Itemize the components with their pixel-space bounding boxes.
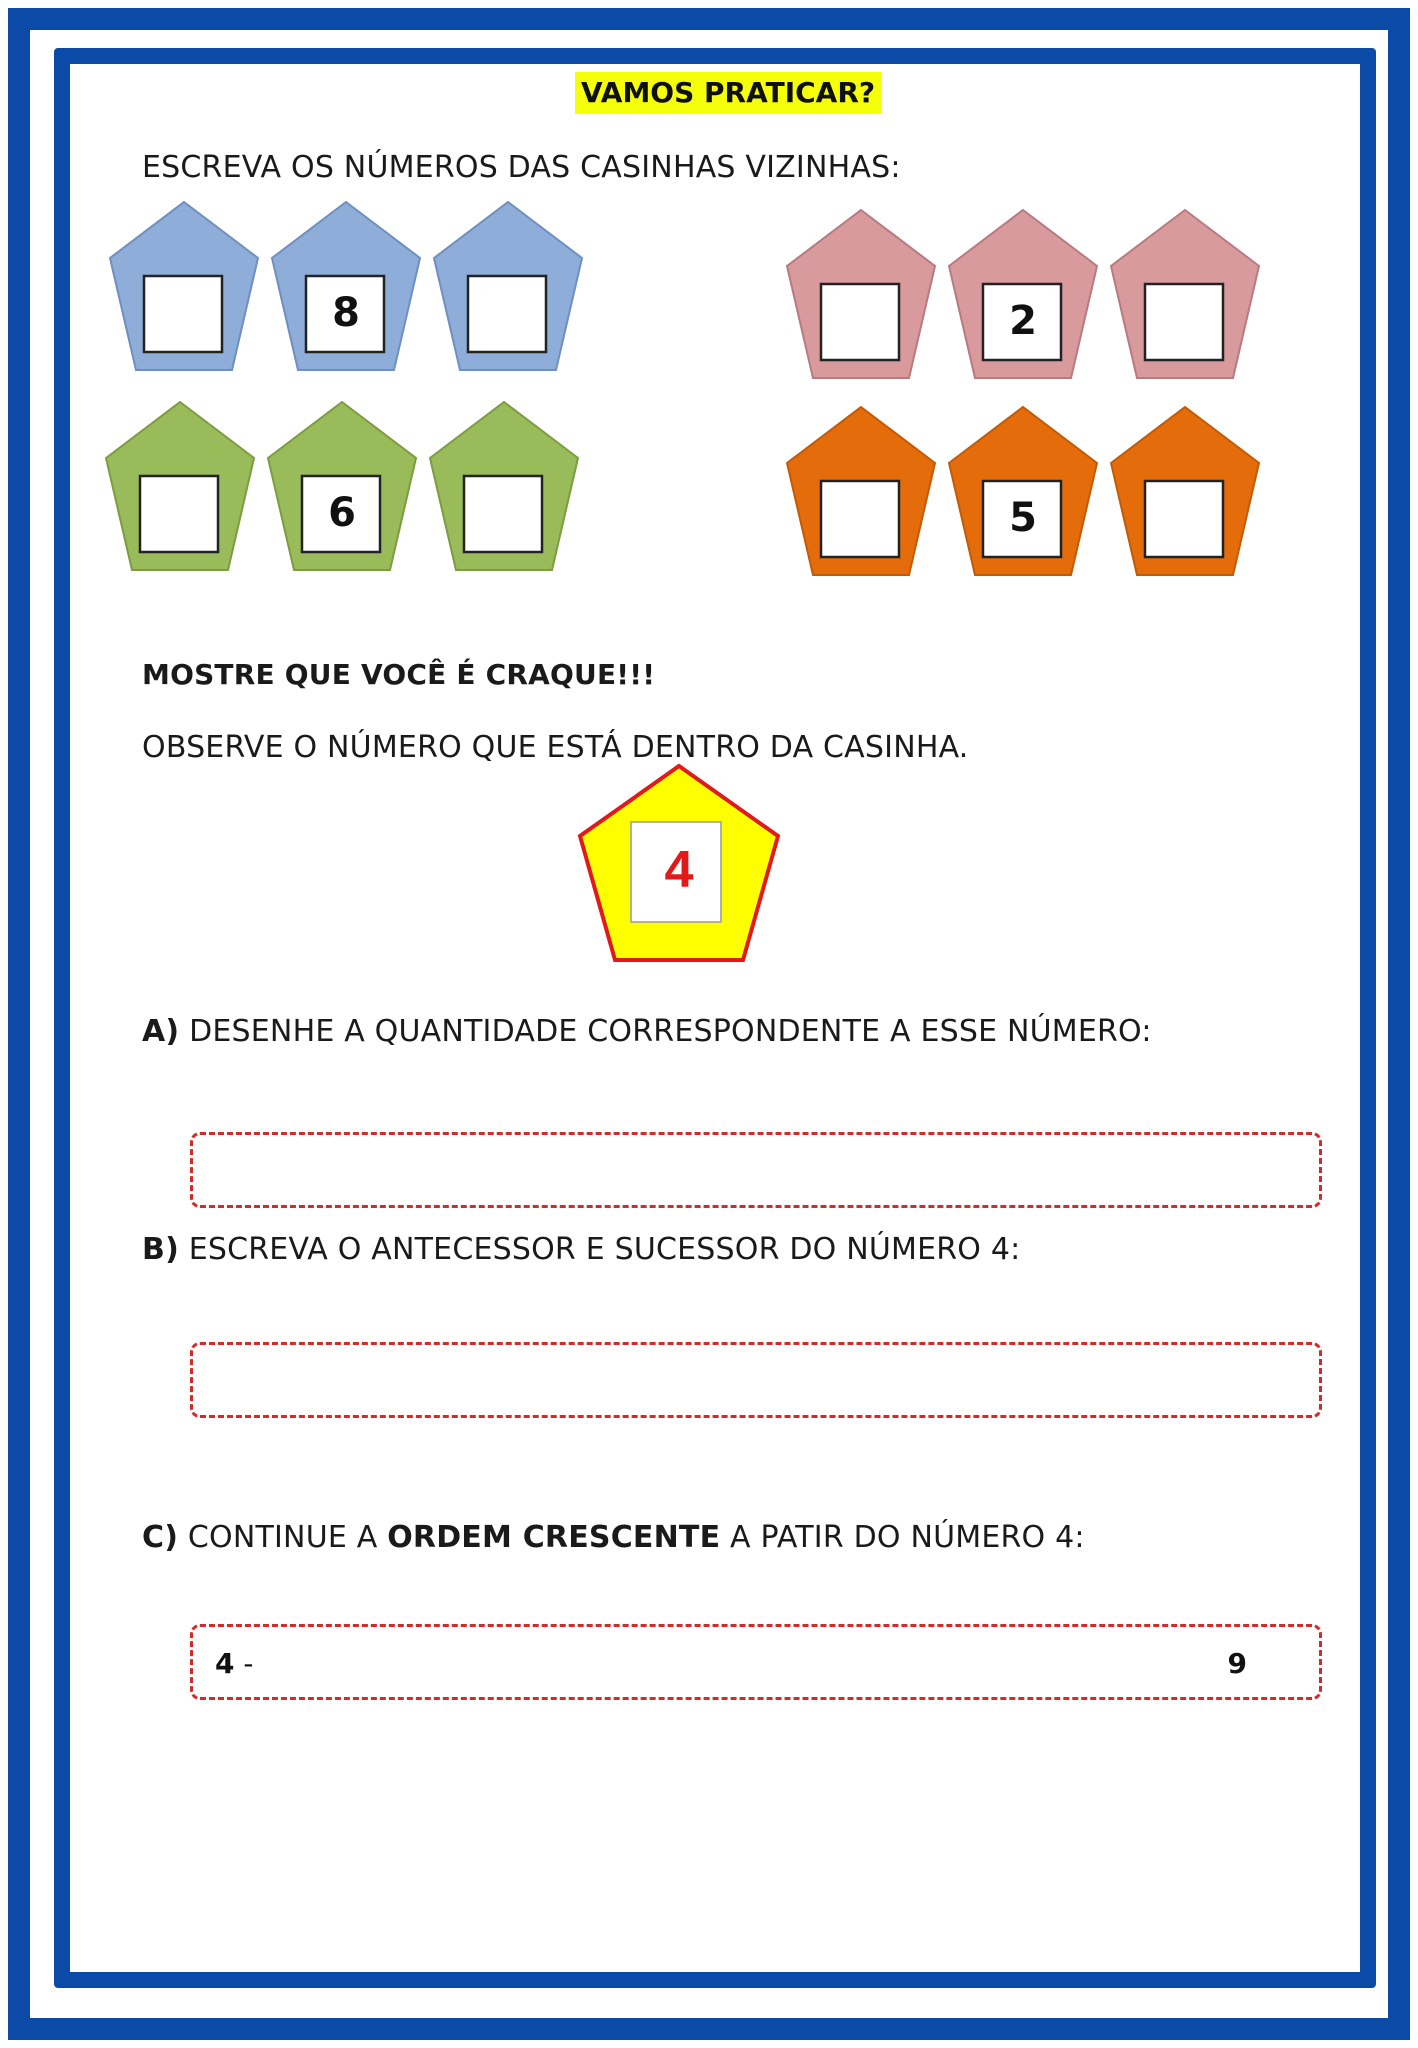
house-empty	[785, 405, 937, 577]
sequence-start	[215, 1647, 254, 1680]
featured-house-number: 4	[664, 841, 694, 899]
house-pentagon-shape	[947, 208, 1099, 380]
empty-answer-box[interactable]	[1145, 481, 1223, 557]
question-b-letter: B)	[142, 1232, 179, 1267]
sequence-separator: -	[234, 1647, 254, 1680]
empty-answer-box[interactable]	[464, 476, 542, 552]
house-pentagon-shape	[108, 200, 260, 372]
house-empty	[428, 400, 580, 572]
house-with-number	[947, 208, 1099, 380]
sequence-start-number: 4	[215, 1647, 235, 1680]
empty-answer-box[interactable]	[468, 276, 546, 352]
house-empty	[1109, 405, 1261, 577]
house-pentagon-shape	[432, 200, 584, 372]
house-pentagon-shape	[266, 400, 418, 572]
question-a-text: DESENHE A QUANTIDADE CORRESPONDENTE A ESSE NÚMERO:	[179, 1014, 1152, 1049]
question-c-text-bold: ORDEM CRESCENTE	[387, 1520, 721, 1555]
question-b	[142, 1232, 1020, 1267]
question-c	[142, 1520, 1085, 1555]
house-number-label: 8	[332, 290, 360, 336]
question-c-text-after: A PATIR DO NÚMERO 4:	[720, 1520, 1085, 1555]
house-empty	[1109, 208, 1261, 380]
empty-answer-box[interactable]	[140, 476, 218, 552]
house-pentagon-shape	[270, 200, 422, 372]
house-number-label: 5	[1009, 495, 1037, 541]
featured-house	[575, 762, 783, 966]
empty-answer-box[interactable]	[1145, 284, 1223, 360]
question-b-text: ESCREVA O ANTECESSOR E SUCESSOR DO NÚMERO 4:	[178, 1232, 1021, 1267]
section2-instruction: OBSERVE O NÚMERO QUE ESTÁ DENTRO DA CASINHA.	[142, 730, 969, 765]
question-a-letter: A)	[142, 1014, 180, 1049]
house-pentagon-shape	[1109, 208, 1261, 380]
house-pentagon-shape	[1109, 405, 1261, 577]
section1-instruction: ESCREVA OS NÚMEROS DAS CASINHAS VIZINHAS:	[142, 150, 901, 185]
house-with-number	[270, 200, 422, 372]
house-pentagon-shape	[104, 400, 256, 572]
house-pentagon-shape	[947, 405, 1099, 577]
empty-answer-box[interactable]	[144, 276, 222, 352]
house-number-label: 2	[1009, 298, 1037, 344]
question-c-letter: C)	[142, 1520, 179, 1555]
section2-heading: MOSTRE QUE VOCÊ É CRAQUE!!!	[142, 658, 656, 691]
sequence-end-number: 9	[1227, 1647, 1247, 1680]
house-empty	[432, 200, 584, 372]
answer-box-a[interactable]	[190, 1132, 1322, 1208]
house-empty	[785, 208, 937, 380]
house-empty	[108, 200, 260, 372]
worksheet-title: VAMOS PRATICAR?	[575, 72, 881, 114]
house-pentagon-shape	[785, 208, 937, 380]
house-with-number	[947, 405, 1099, 577]
house-with-number	[266, 400, 418, 572]
empty-answer-box[interactable]	[821, 284, 899, 360]
empty-answer-box[interactable]	[821, 481, 899, 557]
answer-box-c[interactable]	[190, 1624, 1322, 1700]
answer-box-b[interactable]	[190, 1342, 1322, 1418]
question-a	[142, 1014, 1152, 1049]
house-pentagon-shape	[785, 405, 937, 577]
question-c-text-before: CONTINUE A	[178, 1520, 388, 1555]
house-pentagon-shape	[428, 400, 580, 572]
house-number-label: 6	[328, 490, 356, 536]
house-empty	[104, 400, 256, 572]
